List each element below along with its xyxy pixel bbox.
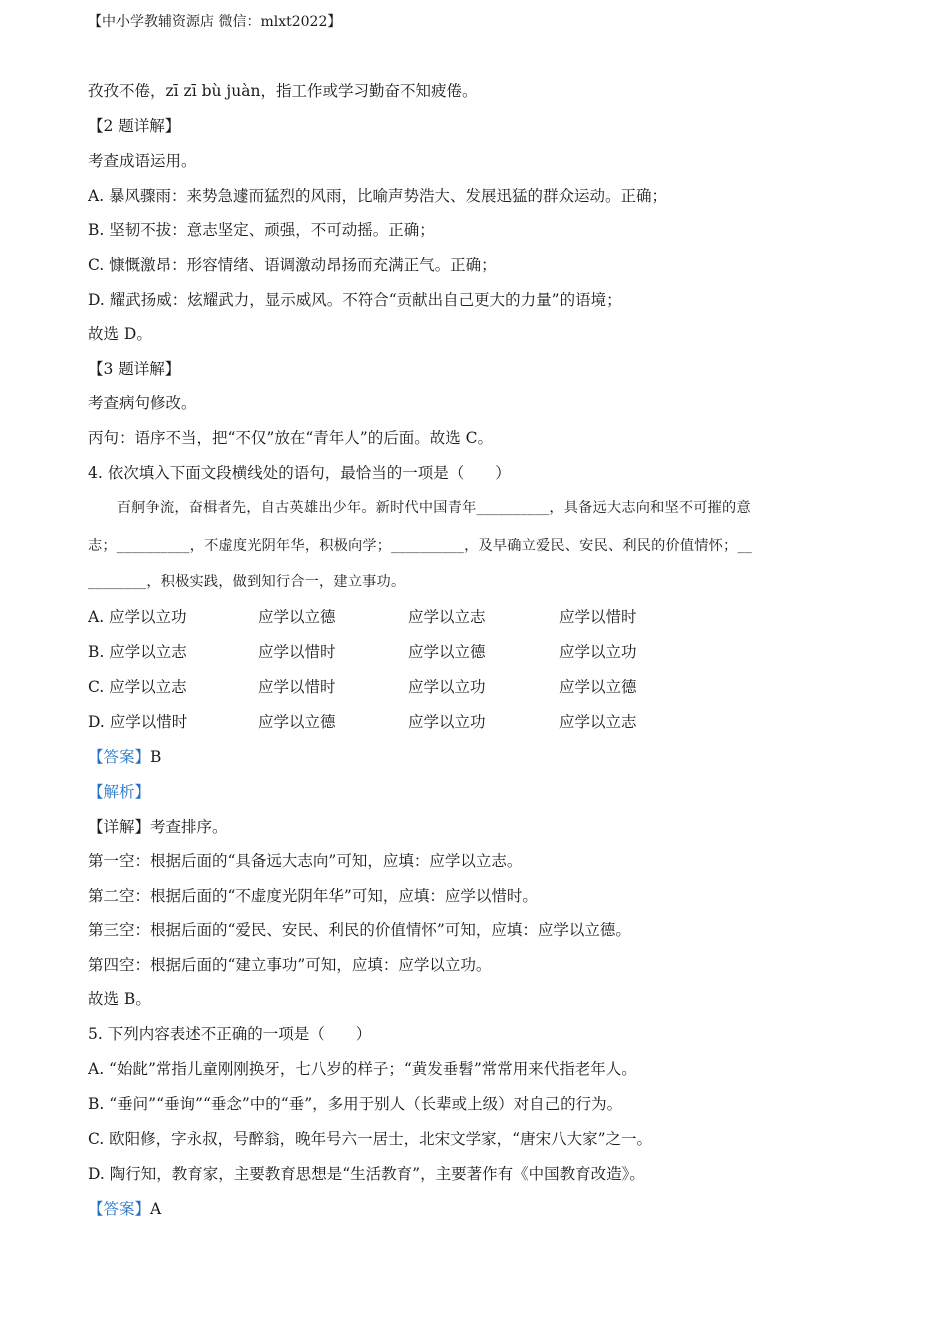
q5-answer bbox=[88, 1197, 161, 1221]
q2-detail-heading: 【2 题详解】 bbox=[88, 117, 181, 135]
q4-option-a-2: 应学以立德 bbox=[258, 608, 336, 626]
q3-topic: 考查病句修改。 bbox=[88, 394, 197, 412]
answer-value: A bbox=[150, 1200, 162, 1218]
q5-option-b: B. “垂问”“垂询”“垂念”中的“垂”，多用于别人（长辈或上级）对自己的行为。 bbox=[88, 1095, 623, 1113]
q4-answer bbox=[88, 745, 161, 769]
q4-option-d-3: 应学以立功 bbox=[408, 713, 486, 731]
q4-question: 4. 依次填入下面文段横线处的语句，最恰当的一项是（ ） bbox=[88, 464, 511, 482]
q4-option-d-2: 应学以立德 bbox=[258, 713, 336, 731]
q4-option-a-1: A. 应学以立功 bbox=[88, 608, 187, 626]
q4-detail-topic: 【详解】考查排序。 bbox=[88, 818, 228, 836]
idiom-definition: 孜孜不倦，zī zī bù juàn，指工作或学习勤奋不知疲倦。 bbox=[88, 82, 478, 100]
q4-conclusion: 故选 B。 bbox=[88, 990, 151, 1008]
q4-option-a-4: 应学以惜时 bbox=[559, 608, 637, 626]
q4-blank-1-explanation: 第一空：根据后面的“具备远大志向”可知，应填：应学以立志。 bbox=[88, 852, 523, 870]
answer-label: 【答案】 bbox=[88, 1200, 151, 1218]
q4-option-a-3: 应学以立志 bbox=[408, 608, 486, 626]
q4-option-d-1: D. 应学以惜时 bbox=[88, 713, 188, 731]
q5-question: 5. 下列内容表述不正确的一项是（ ） bbox=[88, 1025, 372, 1043]
q4-option-c-4: 应学以立德 bbox=[559, 678, 637, 696]
q4-option-b-2: 应学以惜时 bbox=[258, 643, 336, 661]
answer-value: B bbox=[150, 748, 162, 766]
q4-passage-line-3: ________，积极实践，做到知行合一，建立事功。 bbox=[88, 574, 406, 590]
watermark-header: 【中小学教辅资源店 微信：mlxt2022】 bbox=[88, 14, 342, 30]
q4-option-b-1: B. 应学以立志 bbox=[88, 643, 187, 661]
q4-blank-2-explanation: 第二空：根据后面的“不虚度光阴年华”可知，应填：应学以惜时。 bbox=[88, 887, 538, 905]
q3-explanation: 丙句：语序不当，把“不仅”放在“青年人”的后面。故选 C。 bbox=[88, 429, 493, 447]
q4-blank-3-explanation: 第三空：根据后面的“爱民、安民、利民的价值情怀”可知，应填：应学以立德。 bbox=[88, 921, 631, 939]
q5-option-a: A. “始龀”常指儿童刚刚换牙，七八岁的样子；“黄发垂髫”常常用来代指老年人。 bbox=[88, 1060, 637, 1078]
q4-analysis-label: 【解析】 bbox=[88, 783, 151, 801]
q5-option-c: C. 欧阳修，字永叔，号醉翁，晚年号六一居士，北宋文学家，“唐宋八大家”之一。 bbox=[88, 1130, 653, 1148]
q4-option-b-3: 应学以立德 bbox=[408, 643, 486, 661]
q5-option-d: D. 陶行知，教育家，主要教育思想是“生活教育”，主要著作有《中国教育改造》。 bbox=[88, 1165, 645, 1183]
q4-passage-line-1: 百舸争流，奋楫者先，自古英雄出少年。新时代中国青年__________，具备远大志向和坚不可摧的意 bbox=[88, 500, 751, 516]
answer-label: 【答案】 bbox=[88, 748, 151, 766]
q2-option-d-explanation: D. 耀武扬威：炫耀武力，显示威风。不符合“贡献出自己更大的力量”的语境； bbox=[88, 291, 622, 309]
q2-option-a-explanation: A. 暴风骤雨：来势急遽而猛烈的风雨，比喻声势浩大、发展迅猛的群众运动。正确； bbox=[88, 187, 668, 205]
q2-option-b-explanation: B. 坚韧不拔：意志坚定、顽强，不可动摇。正确； bbox=[88, 221, 435, 239]
q2-option-c-explanation: C. 慷慨激昂：形容情绪、语调激动昂扬而充满正气。正确； bbox=[88, 256, 497, 274]
q2-conclusion: 故选 D。 bbox=[88, 325, 152, 343]
q4-option-c-1: C. 应学以立志 bbox=[88, 678, 187, 696]
q4-option-c-2: 应学以惜时 bbox=[258, 678, 336, 696]
q4-blank-4-explanation: 第四空：根据后面的“建立事功”可知，应填：应学以立功。 bbox=[88, 956, 492, 974]
q4-option-c-3: 应学以立功 bbox=[408, 678, 486, 696]
q4-option-d-4: 应学以立志 bbox=[559, 713, 637, 731]
q3-detail-heading: 【3 题详解】 bbox=[88, 360, 181, 378]
q4-passage-line-2: 志；__________，不虚度光阴年华，积极向学；__________，及早确立爱民、安民、利民的价值情怀；__ bbox=[88, 538, 753, 554]
q4-option-b-4: 应学以立功 bbox=[559, 643, 637, 661]
q2-topic: 考查成语运用。 bbox=[88, 152, 197, 170]
